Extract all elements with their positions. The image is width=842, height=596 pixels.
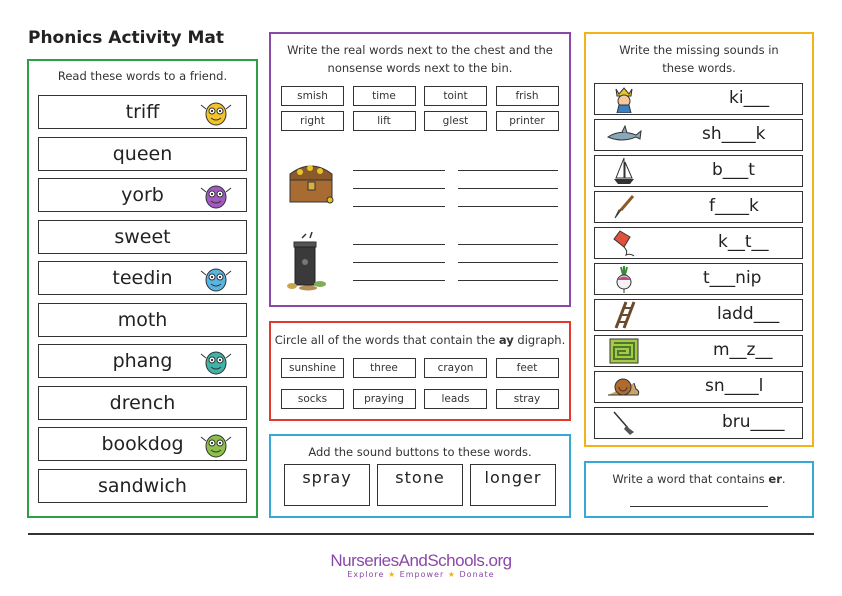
er-instruction-prefix: Write a word that contains bbox=[612, 472, 769, 486]
star-icon: ★ bbox=[447, 570, 456, 579]
er-instruction bbox=[584, 470, 814, 488]
circle-instruction-prefix: Circle all of the words that contain the bbox=[274, 333, 499, 347]
monster-yellow-icon bbox=[199, 97, 233, 127]
sort-word-chip bbox=[353, 86, 416, 106]
read-word: drench bbox=[109, 391, 176, 414]
read-word-box bbox=[38, 137, 247, 171]
footer-divider bbox=[28, 533, 814, 535]
sort-answer-line[interactable] bbox=[353, 262, 445, 263]
circle-word: praying bbox=[364, 393, 404, 405]
sort-answer-line[interactable] bbox=[458, 188, 558, 189]
missing-sound-word: ladd___ bbox=[717, 304, 780, 324]
circle-word: feet bbox=[516, 362, 538, 374]
sort-word: time bbox=[372, 90, 396, 102]
paintbrush-icon bbox=[604, 193, 644, 221]
er-instruction-bold: er bbox=[768, 472, 782, 486]
maze-icon bbox=[604, 337, 644, 365]
monster-blue-icon bbox=[199, 263, 233, 293]
circle-word-chip[interactable] bbox=[281, 358, 344, 378]
read-word-box bbox=[38, 469, 247, 503]
missing-sound-word: f____k bbox=[709, 196, 759, 216]
sort-word-chip bbox=[281, 86, 344, 106]
sort-word-chip bbox=[353, 111, 416, 131]
read-words-instruction: Read these words to a friend. bbox=[57, 69, 228, 83]
sound-button-word: longer bbox=[484, 468, 542, 487]
circle-word: three bbox=[370, 362, 398, 374]
circle-word-chip[interactable] bbox=[281, 389, 344, 409]
circle-instruction-suffix: digraph. bbox=[513, 333, 566, 347]
read-word-box bbox=[38, 386, 247, 420]
missing-sound-word: bru____ bbox=[722, 412, 785, 432]
missing-sound-word: t___nip bbox=[703, 268, 762, 288]
sort-word-chip bbox=[496, 86, 559, 106]
ladder-icon bbox=[604, 301, 644, 329]
tagline-donate: Donate bbox=[459, 570, 495, 579]
sort-word: lift bbox=[377, 115, 391, 127]
circle-word: socks bbox=[297, 393, 328, 405]
read-word: phang bbox=[112, 350, 173, 372]
sort-word-chip bbox=[424, 111, 487, 131]
sort-answer-line[interactable] bbox=[458, 206, 558, 207]
sort-word-chip bbox=[496, 111, 559, 131]
er-answer-line[interactable] bbox=[630, 506, 768, 507]
rubbish-bin-icon bbox=[286, 232, 332, 292]
circle-word: sunshine bbox=[289, 362, 336, 374]
sort-word: frish bbox=[515, 90, 539, 102]
sound-button-word-box[interactable] bbox=[284, 464, 370, 506]
missing-sound-word: m__z__ bbox=[713, 340, 773, 360]
circle-word: leads bbox=[441, 393, 470, 405]
sound-button-word: stone bbox=[395, 468, 445, 487]
sort-word: glest bbox=[442, 115, 469, 127]
monster-teal-icon bbox=[199, 346, 233, 376]
circle-word: stray bbox=[513, 393, 541, 405]
turnip-icon bbox=[604, 265, 644, 293]
sort-answer-line[interactable] bbox=[458, 170, 558, 171]
sound-button-word-box[interactable] bbox=[377, 464, 463, 506]
sound-buttons-instruction: Add the sound buttons to these words. bbox=[308, 445, 532, 459]
tagline-empower: Empower bbox=[399, 570, 445, 579]
er-instruction-suffix: . bbox=[781, 472, 786, 486]
sort-word-chip bbox=[281, 111, 344, 131]
tagline-explore: Explore bbox=[347, 570, 385, 579]
monster-green-icon bbox=[199, 429, 233, 459]
read-word: sweet bbox=[114, 225, 171, 248]
circle-word: crayon bbox=[437, 362, 474, 374]
read-word: yorb bbox=[121, 184, 164, 206]
read-word: moth bbox=[117, 308, 168, 331]
star-icon: ★ bbox=[387, 570, 397, 579]
kite-icon bbox=[604, 229, 644, 257]
read-word: triff bbox=[125, 101, 160, 123]
sort-word: toint bbox=[443, 90, 468, 102]
sailboat-icon bbox=[604, 157, 644, 185]
circle-word-chip[interactable] bbox=[496, 358, 559, 378]
missing-instruction-line2: these words. bbox=[662, 61, 736, 75]
read-word: teedin bbox=[112, 267, 173, 289]
monster-purple-icon bbox=[199, 180, 233, 210]
sort-answer-line[interactable] bbox=[353, 280, 445, 281]
sort-word-chip bbox=[424, 86, 487, 106]
missing-instruction-line1: Write the missing sounds in bbox=[619, 43, 779, 57]
sort-answer-line[interactable] bbox=[458, 244, 558, 245]
footer-tagline bbox=[0, 570, 842, 579]
sort-answer-line[interactable] bbox=[353, 244, 445, 245]
king-icon bbox=[604, 85, 644, 113]
sort-instruction-line2: nonsense words next to the bin. bbox=[327, 61, 513, 75]
missing-sound-word: ki___ bbox=[729, 88, 770, 108]
circle-word-chip[interactable] bbox=[353, 358, 416, 378]
treasure-chest-icon bbox=[286, 160, 336, 206]
read-word-box bbox=[38, 303, 247, 337]
sort-answer-line[interactable] bbox=[353, 188, 445, 189]
missing-sound-word: k__t__ bbox=[718, 232, 769, 252]
footer-logo-text: NurseriesAndSchools.org bbox=[330, 551, 512, 570]
sort-answer-line[interactable] bbox=[353, 170, 445, 171]
missing-sound-word: b___t bbox=[712, 160, 755, 180]
sort-word: smish bbox=[297, 90, 328, 102]
sort-word: printer bbox=[509, 115, 545, 127]
sort-instruction-line1: Write the real words next to the chest and the bbox=[287, 43, 553, 57]
sort-answer-line[interactable] bbox=[458, 280, 558, 281]
circle-word-chip[interactable] bbox=[496, 389, 559, 409]
missing-sound-word: sh____k bbox=[702, 124, 766, 144]
page-title: Phonics Activity Mat bbox=[28, 28, 225, 48]
circle-instruction bbox=[269, 331, 571, 349]
circle-instruction-digraph: ay bbox=[498, 333, 514, 347]
missing-sound-word: sn____l bbox=[705, 376, 764, 396]
shark-icon bbox=[604, 121, 644, 149]
read-word: bookdog bbox=[101, 433, 184, 455]
circle-word-chip[interactable] bbox=[424, 389, 487, 409]
sort-answer-line[interactable] bbox=[458, 262, 558, 263]
circle-word-chip[interactable] bbox=[353, 389, 416, 409]
circle-word-chip[interactable] bbox=[424, 358, 487, 378]
sound-button-word-box[interactable] bbox=[470, 464, 556, 506]
read-word: sandwich bbox=[98, 474, 187, 497]
snail-icon bbox=[604, 373, 644, 401]
sound-button-word: spray bbox=[302, 468, 352, 487]
sort-answer-line[interactable] bbox=[353, 206, 445, 207]
sort-word: right bbox=[300, 115, 325, 127]
read-word-box bbox=[38, 220, 247, 254]
read-word: queen bbox=[112, 142, 173, 165]
broom-icon bbox=[604, 409, 644, 437]
